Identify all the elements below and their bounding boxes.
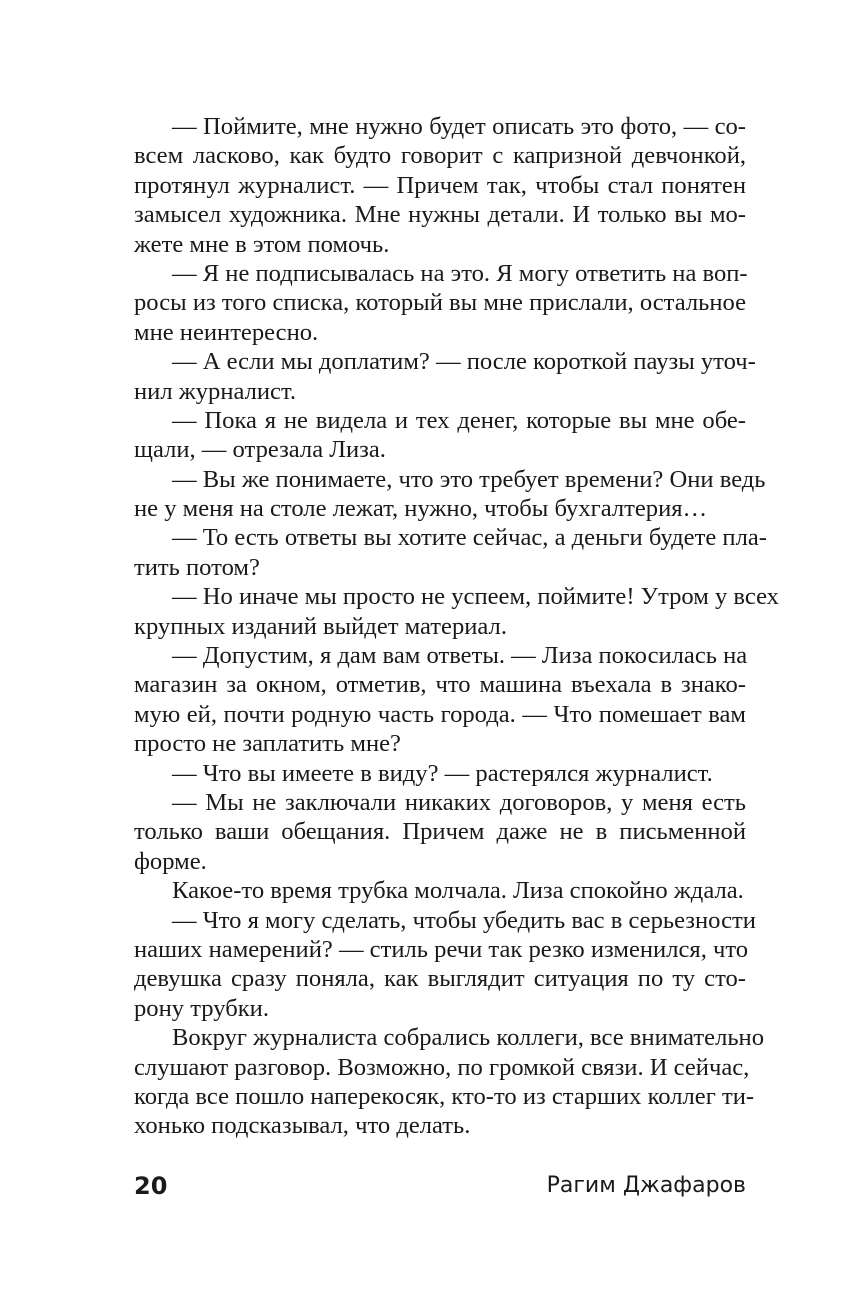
text-line: — Поймите, мне нужно будет описать это фото, — со- [172,113,746,140]
text-line: — Я не подписывалась на это. Я могу ответить на воп- [172,259,748,287]
text-line: нил журналист. [134,377,297,405]
text-line: — Допустим, я дам вам ответы. — Лиза покосилась на [172,642,748,670]
text-line: — А если мы доплатим? — после короткой паузы уточ- [172,348,756,376]
text-line: слушают разговор. Возможно, по громкой связи. И сейчас, [134,1053,750,1081]
text-line: только ваши обещания. Причем даже не в письменной [134,818,746,846]
text-line: форме. [134,847,207,875]
text-line: рону трубки. [134,994,269,1022]
text-line: замысел художника. Мне нужны детали. И только вы мо- [134,201,746,229]
text-line: Вокруг журналиста собрались коллеги, все внимательно [172,1024,765,1052]
text-line: Какое-то время трубка молчала. Лиза спокойно ждала. [172,877,744,905]
text-line: не у меня на столе лежат, нужно, чтобы бухгалтерия… [134,495,708,523]
text-line: девушка сразу поняла, как выглядит ситуация по ту сто- [134,965,746,993]
running-footer-author: Рагим Джафаров [546,1173,746,1198]
text-line: — Пока я не видела и тех денег, которые вы мне обе- [172,406,746,434]
text-line: — Вы же понимаете, что это требует времени? Они ведь [172,465,766,493]
text-line: — Мы не заключали никаких договоров, у меня есть [172,788,746,816]
text-line: мне неинтересно. [134,318,319,346]
text-line: наших намерений? — стиль речи так резко изменился, что [134,935,749,963]
text-line: просто не заплатить мне? [134,730,401,758]
text-line: жете мне в этом помочь. [134,230,390,258]
text-line: всем ласково, как будто говорит с капризной девчонкой, [134,142,746,170]
text-line: росы из того списка, который вы мне прислали, остальное [134,289,746,317]
text-line: крупных изданий выйдет материал. [134,612,507,640]
text-line: — Что вы имеете в виду? — растерялся журналист. [172,759,713,787]
text-line: когда все пошло наперекосяк, кто-то из старших коллег ти- [134,1082,755,1110]
text-line: протянул журналист. — Причем так, чтобы стал понятен [134,171,746,199]
text-line: мую ей, почти родную часть города. — Что помешает вам [134,700,746,728]
text-line: — Что я могу сделать, чтобы убедить вас в серьезности [172,906,756,934]
text-line: хонько подсказывал, что делать. [134,1112,471,1140]
text-line: тить потом? [134,553,260,581]
page-number: 20 [134,1172,168,1200]
text-line: щали, — отрезала Лиза. [134,436,386,464]
page-body-text [134,112,779,1141]
text-line: магазин за окном, отметив, что машина въехала в знако- [134,671,746,699]
text-line: — То есть ответы вы хотите сейчас, а деньги будете пла- [172,524,767,552]
text-line: — Но иначе мы просто не успеем, поймите! Утром у всех [172,583,779,611]
